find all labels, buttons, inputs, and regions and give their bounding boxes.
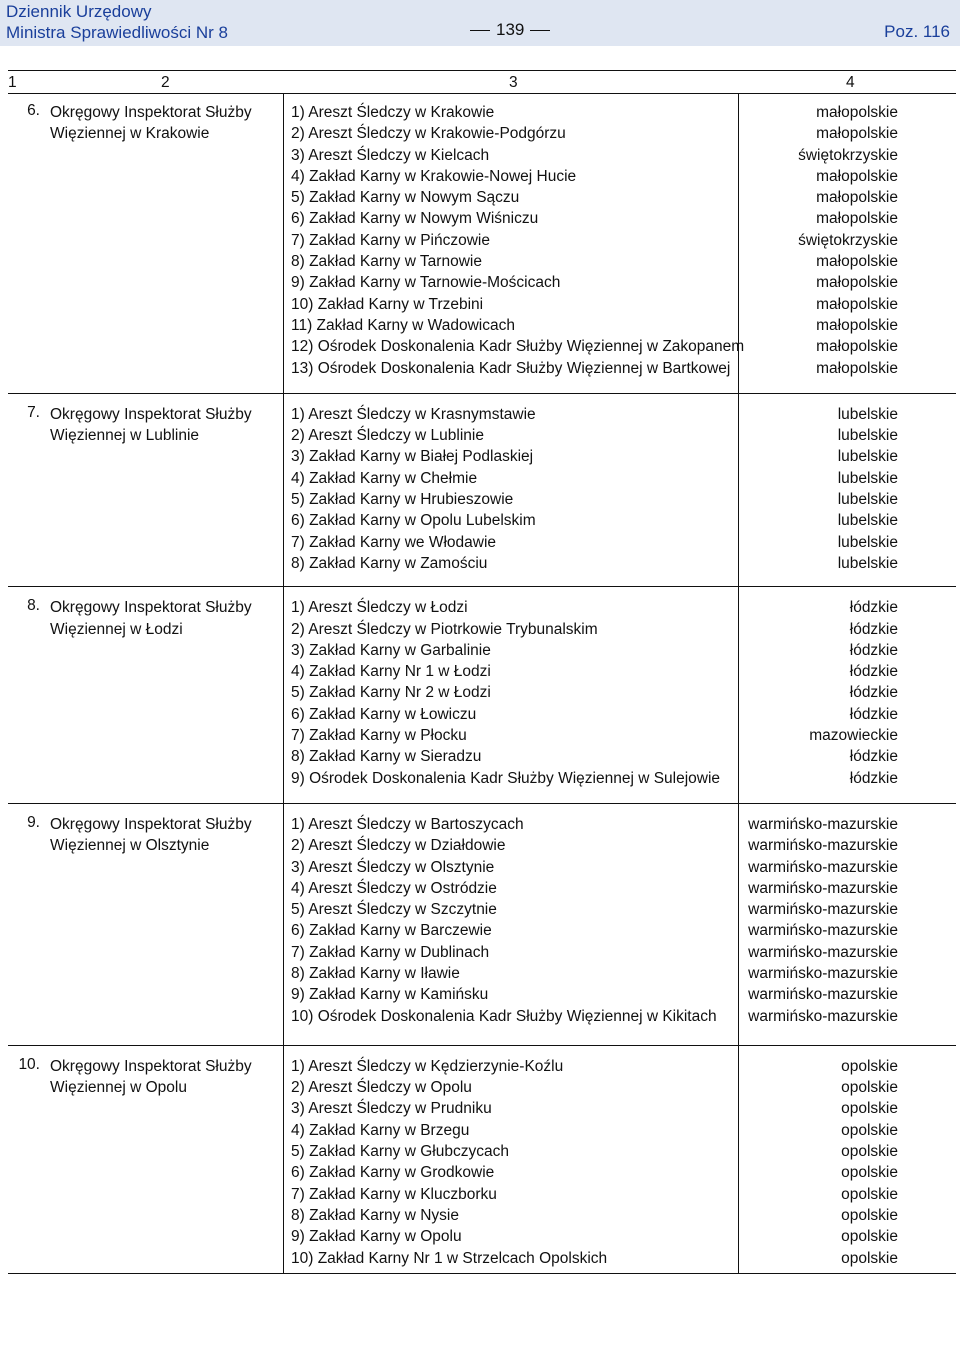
- voivodeship: warmińsko-mazurskie: [748, 964, 898, 982]
- position-label: Poz. 116: [884, 22, 950, 41]
- block-number: 7.: [27, 403, 40, 421]
- voivodeship: małopolskie: [816, 210, 898, 228]
- facility-row: [291, 230, 956, 251]
- voivodeship: opolskie: [841, 1057, 898, 1075]
- facility-row: [291, 640, 956, 661]
- column-divider: [738, 94, 739, 393]
- voivodeship: łódzkie: [849, 663, 898, 681]
- facility-row: [291, 661, 956, 682]
- facility-name: 9) Zakład Karny w Kamińsku: [291, 986, 489, 1004]
- facility-row: [291, 166, 956, 187]
- voivodeship: małopolskie: [816, 359, 898, 377]
- facility-name: 6) Zakład Karny w Opolu Lubelskim: [291, 512, 536, 530]
- voivodeship: łódzkie: [849, 748, 898, 766]
- journal-name: Dziennik Urzędowy: [6, 2, 152, 21]
- facility-name: 2) Areszt Śledczy w Działdowie: [291, 837, 506, 855]
- column-header-2: 2: [161, 74, 170, 91]
- voivodeship: opolskie: [841, 1249, 898, 1267]
- dash-left: [470, 30, 490, 31]
- facility-name: 4) Zakład Karny Nr 1 w Łodzi: [291, 663, 491, 681]
- facility-row: [291, 1120, 956, 1141]
- facility-row: [291, 942, 956, 963]
- facility-row: [291, 468, 956, 489]
- facility-row: [291, 878, 956, 899]
- facility-name: 10) Ośrodek Doskonalenia Kadr Służby Więziennej w Kikitach: [291, 1007, 717, 1025]
- voivodeship: warmińsko-mazurskie: [748, 943, 898, 961]
- facility-name: 4) Zakład Karny w Brzegu: [291, 1121, 470, 1139]
- facility-name: 1) Areszt Śledczy w Bartoszycach: [291, 815, 524, 833]
- facility-name: 2) Areszt Śledczy w Krakowie-Podgórzu: [291, 125, 566, 143]
- facility-row: [291, 725, 956, 746]
- facility-row: [291, 489, 956, 510]
- facility-row: [291, 984, 956, 1005]
- column-divider: [738, 1046, 739, 1273]
- voivodeship: warmińsko-mazurskie: [748, 879, 898, 897]
- voivodeship: małopolskie: [816, 189, 898, 207]
- voivodeship: małopolskie: [816, 167, 898, 185]
- voivodeship: warmińsko-mazurskie: [748, 986, 898, 1004]
- column-headers: [8, 70, 956, 94]
- inspectorate-name: Okręgowy Inspektorat Służby Więziennej w Łodzi: [50, 599, 252, 638]
- block-number: 10.: [18, 1055, 40, 1073]
- page-number-value: 139: [496, 20, 525, 39]
- facility-row: [291, 187, 956, 208]
- facility-name: 10) Zakład Karny w Trzebini: [291, 295, 484, 313]
- voivodeship: świętokrzyskie: [798, 231, 898, 249]
- facility-row: [291, 1056, 956, 1077]
- voivodeship: mazowieckie: [809, 727, 898, 745]
- voivodeship: warmińsko-mazurskie: [748, 901, 898, 919]
- facility-name: 8) Zakład Karny w Tarnowie: [291, 253, 482, 271]
- inspectorate-block: [8, 1046, 956, 1274]
- facility-row: [291, 1162, 956, 1183]
- facility-row: [291, 272, 956, 293]
- facility-name: 8) Zakład Karny w Nysie: [291, 1206, 459, 1224]
- voivodeship: warmińsko-mazurskie: [748, 815, 898, 833]
- voivodeship: małopolskie: [816, 274, 898, 292]
- facility-name: 1) Areszt Śledczy w Łodzi: [291, 599, 468, 617]
- facility-row: [291, 597, 956, 618]
- facility-row: [291, 835, 956, 856]
- inspectorate-name: Okręgowy Inspektorat Służby Więziennej w Krakowie: [50, 104, 252, 143]
- facility-name: 2) Areszt Śledczy w Opolu: [291, 1079, 472, 1097]
- voivodeship: lubelskie: [837, 448, 898, 466]
- facility-row: [291, 251, 956, 272]
- voivodeship: opolskie: [841, 1121, 898, 1139]
- facility-name: 4) Zakład Karny w Chełmie: [291, 469, 478, 487]
- facility-name: 7) Zakład Karny w Kluczborku: [291, 1185, 497, 1203]
- facility-row: [291, 532, 956, 553]
- voivodeship: warmińsko-mazurskie: [748, 1007, 898, 1025]
- voivodeship: lubelskie: [837, 554, 898, 572]
- voivodeship: łódzkie: [849, 620, 898, 638]
- voivodeship: opolskie: [841, 1164, 898, 1182]
- facility-row: [291, 1098, 956, 1119]
- facility-name: 12) Ośrodek Doskonalenia Kadr Służby Więziennej w Zakopanem: [291, 338, 745, 356]
- block-number: 9.: [27, 813, 40, 831]
- voivodeship: małopolskie: [816, 295, 898, 313]
- facility-name: 9) Zakład Karny w Opolu: [291, 1228, 462, 1246]
- voivodeship: opolskie: [841, 1228, 898, 1246]
- facility-name: 2) Areszt Śledczy w Piotrkowie Trybunalskim: [291, 620, 598, 638]
- facility-name: 5) Zakład Karny w Głubczycach: [291, 1143, 509, 1161]
- dash-right: [530, 30, 550, 31]
- journal-title: [6, 1, 228, 43]
- inspectorate-block: [8, 804, 956, 1046]
- facility-name: 7) Zakład Karny w Dublinach: [291, 943, 490, 961]
- voivodeship: warmińsko-mazurskie: [748, 837, 898, 855]
- voivodeship: lubelskie: [837, 491, 898, 509]
- facility-name: 1) Areszt Śledczy w Krakowie: [291, 104, 495, 121]
- voivodeship: lubelskie: [837, 512, 898, 530]
- voivodeship: łódzkie: [849, 705, 898, 723]
- facility-row: [291, 1205, 956, 1226]
- voivodeship: świętokrzyskie: [798, 146, 898, 164]
- column-divider: [283, 94, 284, 393]
- facility-name: 1) Areszt Śledczy w Krasnymstawie: [291, 405, 536, 423]
- facility-name: 5) Zakład Karny Nr 2 w Łodzi: [291, 684, 491, 702]
- facility-row: [291, 619, 956, 640]
- facility-row: [291, 145, 956, 166]
- facility-row: [291, 294, 956, 315]
- facility-row: [291, 102, 956, 123]
- column-divider: [738, 394, 739, 586]
- facility-row: [291, 446, 956, 467]
- facility-row: [291, 746, 956, 767]
- voivodeship: warmińsko-mazurskie: [748, 922, 898, 940]
- facility-row: [291, 336, 956, 357]
- voivodeship: lubelskie: [837, 427, 898, 445]
- facility-name: 6) Zakład Karny w Łowiczu: [291, 705, 477, 723]
- facility-row: [291, 857, 956, 878]
- facility-name: 8) Zakład Karny w Sieradzu: [291, 748, 482, 766]
- column-divider: [283, 804, 284, 1045]
- facility-name: 3) Areszt Śledczy w Prudniku: [291, 1100, 492, 1118]
- voivodeship: łódzkie: [849, 769, 898, 787]
- facility-row: [291, 404, 956, 425]
- voivodeship: łódzkie: [849, 684, 898, 702]
- facility-row: [291, 1141, 956, 1162]
- voivodeship: łódzkie: [849, 641, 898, 659]
- voivodeship: opolskie: [841, 1185, 898, 1203]
- inspectorate-block: [8, 587, 956, 804]
- voivodeship: lubelskie: [837, 405, 898, 423]
- facility-name: 7) Zakład Karny we Włodawie: [291, 533, 497, 551]
- facility-row: [291, 814, 956, 835]
- facility-row: [291, 1006, 956, 1027]
- voivodeship: opolskie: [841, 1143, 898, 1161]
- facility-name: 9) Ośrodek Doskonalenia Kadr Służby Więziennej w Sulejowie: [291, 769, 721, 787]
- voivodeship: opolskie: [841, 1206, 898, 1224]
- column-divider: [738, 804, 739, 1045]
- column-header-1: 1: [8, 74, 17, 91]
- facility-row: [291, 768, 956, 789]
- facility-name: 10) Zakład Karny Nr 1 w Strzelcach Opolskich: [291, 1249, 608, 1267]
- voivodeship: małopolskie: [816, 104, 898, 121]
- page-number: [464, 19, 556, 40]
- facility-name: 13) Ośrodek Doskonalenia Kadr Służby Więziennej w Bartkowej: [291, 359, 731, 377]
- facility-name: 4) Areszt Śledczy w Ostródzie: [291, 879, 497, 897]
- inspectorate-name: Okręgowy Inspektorat Służby Więziennej w Opolu: [50, 1057, 252, 1097]
- voivodeship: lubelskie: [837, 469, 898, 487]
- column-header-4: 4: [846, 74, 855, 91]
- facility-row: [291, 425, 956, 446]
- voivodeship: opolskie: [841, 1100, 898, 1118]
- ministry-issue: Ministra Sprawiedliwości Nr 8: [6, 23, 229, 42]
- facility-name: 5) Zakład Karny w Hrubieszowie: [291, 491, 514, 509]
- facility-name: 4) Zakład Karny w Krakowie-Nowej Hucie: [291, 167, 577, 185]
- facility-row: [291, 315, 956, 336]
- facility-name: 7) Zakład Karny w Płocku: [291, 727, 467, 745]
- voivodeship: lubelskie: [837, 533, 898, 551]
- column-divider: [738, 587, 739, 803]
- column-header-3: 3: [509, 74, 518, 91]
- facility-row: [291, 1226, 956, 1247]
- facility-name: 8) Zakład Karny w Iławie: [291, 964, 460, 982]
- facility-row: [291, 704, 956, 725]
- voivodeship: łódzkie: [849, 599, 898, 617]
- facility-row: [291, 899, 956, 920]
- column-divider: [283, 1046, 284, 1273]
- facility-name: 3) Zakład Karny w Białej Podlaskiej: [291, 448, 534, 466]
- facility-name: 3) Zakład Karny w Garbalinie: [291, 641, 491, 659]
- facility-row: [291, 358, 956, 379]
- inspectorate-block: [8, 394, 956, 587]
- column-divider: [283, 394, 284, 586]
- facility-name: 3) Areszt Śledczy w Kielcach: [291, 146, 490, 164]
- page-header: [0, 0, 960, 46]
- facility-name: 2) Areszt Śledczy w Lublinie: [291, 427, 484, 445]
- facility-name: 7) Zakład Karny w Pińczowie: [291, 231, 490, 249]
- inspectorate-name: Okręgowy Inspektorat Służby Więziennej w Lublinie: [50, 405, 252, 445]
- facility-name: 5) Areszt Śledczy w Szczytnie: [291, 901, 497, 919]
- facility-row: [291, 682, 956, 703]
- voivodeship: opolskie: [841, 1079, 898, 1097]
- facility-row: [291, 1248, 956, 1269]
- voivodeship: małopolskie: [816, 316, 898, 334]
- facility-row: [291, 123, 956, 144]
- facility-row: [291, 553, 956, 574]
- inspectorate-name: Okręgowy Inspektorat Służby Więziennej w Olsztynie: [50, 815, 252, 855]
- facility-name: 6) Zakład Karny w Barczewie: [291, 922, 492, 940]
- inspectorate-block: [8, 94, 956, 394]
- facility-row: [291, 510, 956, 531]
- voivodeship: warmińsko-mazurskie: [748, 858, 898, 876]
- facility-name: 6) Zakład Karny w Nowym Wiśniczu: [291, 210, 539, 228]
- facility-row: [291, 1077, 956, 1098]
- facility-row: [291, 920, 956, 941]
- facility-name: 8) Zakład Karny w Zamościu: [291, 554, 488, 572]
- column-divider: [283, 587, 284, 803]
- facility-name: 5) Zakład Karny w Nowym Sączu: [291, 189, 520, 207]
- block-number: 8.: [27, 597, 40, 615]
- voivodeship: małopolskie: [816, 338, 898, 356]
- facility-row: [291, 1184, 956, 1205]
- inspectorate-table: [8, 70, 956, 1274]
- facility-name: 3) Areszt Śledczy w Olsztynie: [291, 858, 495, 876]
- table-body: [8, 94, 956, 1274]
- facility-name: 11) Zakład Karny w Wadowicach: [291, 316, 515, 334]
- facility-name: 6) Zakład Karny w Grodkowie: [291, 1164, 495, 1182]
- facility-name: 1) Areszt Śledczy w Kędzierzynie-Koźlu: [291, 1057, 564, 1075]
- facility-row: [291, 208, 956, 229]
- facility-name: 9) Zakład Karny w Tarnowie-Mościcach: [291, 274, 561, 292]
- voivodeship: małopolskie: [816, 125, 898, 143]
- voivodeship: małopolskie: [816, 253, 898, 271]
- facility-row: [291, 963, 956, 984]
- block-number: 6.: [27, 102, 40, 119]
